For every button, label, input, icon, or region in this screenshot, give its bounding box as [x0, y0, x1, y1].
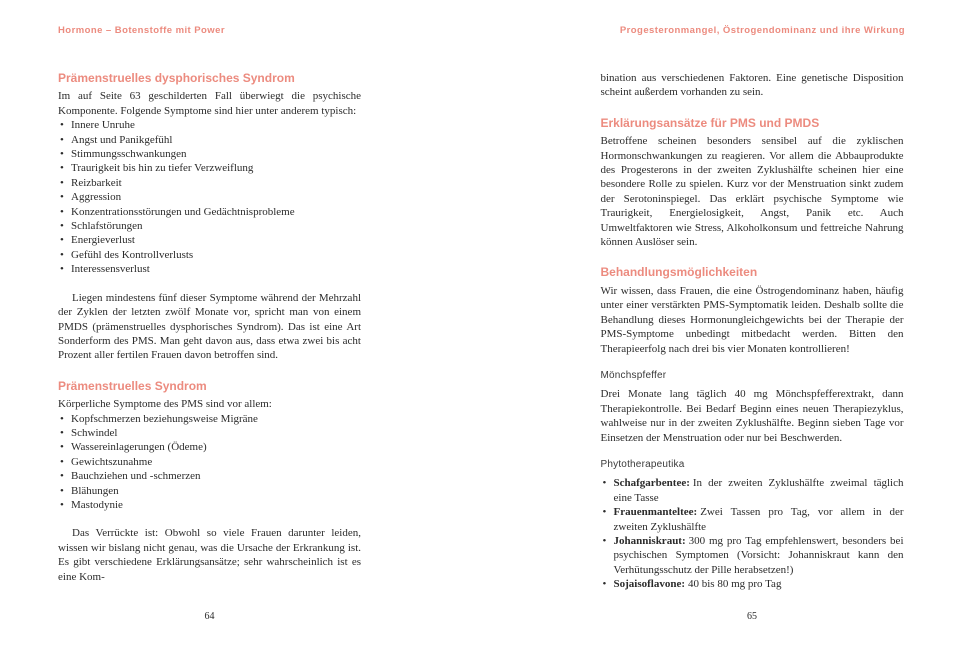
- list-item: [601, 476, 904, 505]
- heading-pmds: Prämenstruelles dysphorisches Syndrom: [58, 71, 295, 85]
- right-text-column: [601, 71, 904, 592]
- page-right: [483, 0, 965, 648]
- phyto-term: Schafgarbentee:: [613, 477, 690, 490]
- heading-erklaerungsansaetze: Erklärungsansätze für PMS und PMDS: [600, 115, 820, 130]
- list-item: • Mastodynie: [58, 498, 361, 512]
- page-number-left: 64: [204, 611, 215, 622]
- list-item: • Innere Unruhe: [58, 118, 361, 132]
- list-item: • Reizbarkeit: [58, 176, 361, 190]
- pms-symptom-list: [58, 412, 361, 513]
- paragraph-erklaerung: Betroffene scheinen besonders sensibel auf die zyklischen Hormonschwankungen zu reagieren. Vor allem die Abbauprodukte des Progesterons in der zweiten Zyklushälfte scheinen hier eine besondere Rolle zu spielen. Kurz vor der Menstruation sinkt zudem der Serotoninspiegel. Das erklärt psychische Symptome wie Traurigkeit, Energielosigkeit, Angst, Panik etc. Auch Umweltfaktoren wie Stress, Alkoholkonsum und fettreiche Nahrung können Auslöser sein.: [600, 135, 904, 249]
- list-item: • Schlafstörungen: [58, 219, 361, 233]
- list-item: • Gefühl des Kontrollverlusts: [58, 248, 361, 262]
- list-item: • Gewichtszunahme: [58, 455, 361, 469]
- phyto-desc: 40 bis 80 mg pro Tag: [688, 578, 782, 591]
- phyto-desc: 300 mg pro Tag empfehlenswert, besonders bei psychischen Symptomen (Vorsicht: Johanniskraut kann den Verhütungsschutz der Pille herabsetzen!): [613, 534, 904, 576]
- list-item: • Aggression: [58, 190, 361, 204]
- phytotherapeutika-list: [601, 476, 904, 591]
- phyto-desc: In der zweiten Zyklushälfte zweimal täglich eine Tasse: [613, 477, 904, 504]
- phyto-term: Johanniskraut:: [613, 534, 686, 547]
- list-item: [601, 505, 904, 534]
- page-number-right: 65: [747, 611, 757, 622]
- list-item: • Konzentrationsstörungen und Gedächtnisprobleme: [58, 205, 361, 219]
- paragraph-pms-causes: Das Verrückte ist: Obwohl so viele Frauen darunter leiden, wissen wir bislang nicht genau, was die Ursache der Erkrankung ist. Es gibt verschiedene Erklärungsansätze; sehr wahrscheinlich ist es eine Kom-: [58, 527, 361, 583]
- subheading-moenchspfeffer: Mönchspfeffer: [600, 369, 667, 381]
- list-item: • Angst und Panikgefühl: [58, 133, 361, 147]
- left-text-column: [58, 71, 361, 584]
- running-head-left: Hormone – Botenstoffe mit Power: [58, 25, 226, 36]
- list-item: • Blähungen: [58, 484, 361, 498]
- list-item: • Wassereinlagerungen (Ödeme): [58, 440, 361, 454]
- list-item: • Interessensverlust: [58, 262, 361, 276]
- list-item: [601, 577, 904, 591]
- paragraph-pms-intro: Körperliche Symptome des PMS sind vor allem:: [58, 398, 272, 411]
- list-item: [601, 534, 904, 577]
- paragraph-behandlung: Wir wissen, dass Frauen, die eine Östrogendominanz haben, häufig unter einer verstärkten PMS-Symptomatik leiden. Deshalb sollte die Behandlung dieses Hormonungleichgewichts bei der Therapie der PMS-Symptome unbedingt mitbedacht werden. Bitten den Therapieerfolg nach drei bis vier Monaten kontrollieren!: [600, 284, 904, 355]
- paragraph-pmds-definition: Liegen mindestens fünf dieser Symptome während der Mehrzahl der Zyklen der letzten zwölf Monate vor, spricht man von einem PMDS (prämenstruelles dysphorisches Syndrom). Das ist eine Art Sonderform des PMS. Man geht davon aus, dass etwa zwei bis acht Prozent aller fertilen Frauen davon betroffen sind.: [58, 291, 361, 362]
- list-item: • Energieverlust: [58, 233, 361, 247]
- paragraph-moenchspfeffer: Drei Monate lang täglich 40 mg Mönchspfefferextrakt, dann Therapiekontrolle. Bei Bedarf Beginn eines neuen Therapiezyklus, wahlweise nur in der zweiten Zyklushälfte. Beginn sieben Tage vor Einsetzen der Menstruation oder nur bei Beschwerden.: [600, 388, 904, 444]
- pmds-symptom-list: [58, 118, 361, 276]
- list-item: • Stimmungsschwankungen: [58, 147, 361, 161]
- list-item: • Bauchziehen und -schmerzen: [58, 469, 361, 483]
- list-item: • Schwindel: [58, 426, 361, 440]
- paragraph-pmds-intro: Im auf Seite 63 geschilderten Fall überwiegt die psychische Komponente. Folgende Symptome sind hier unter anderem typisch:: [58, 90, 361, 117]
- subheading-phytotherapeutika: Phytotherapeutika: [600, 458, 685, 470]
- running-head-right: Progesteronmangel, Östrogendominanz und ihre Wirkung: [619, 25, 905, 36]
- phyto-desc: Zwei Tassen pro Tag, vor allem in der zweiten Zyklushälfte: [613, 506, 904, 533]
- list-item: • Traurigkeit bis hin zu tiefer Verzweiflung: [58, 161, 361, 175]
- list-item: • Kopfschmerzen beziehungsweise Migräne: [58, 412, 361, 426]
- heading-pms: Prämenstruelles Syndrom: [58, 378, 207, 393]
- phyto-term: Sojaisoflavone:: [613, 578, 685, 591]
- paragraph-continuation: bination aus verschiedenen Faktoren. Eine genetische Disposition scheint außerdem vorhanden zu sein.: [600, 72, 904, 99]
- phyto-term: Frauenmanteltee:: [613, 506, 698, 519]
- heading-behandlung: Behandlungsmöglichkeiten: [600, 265, 758, 280]
